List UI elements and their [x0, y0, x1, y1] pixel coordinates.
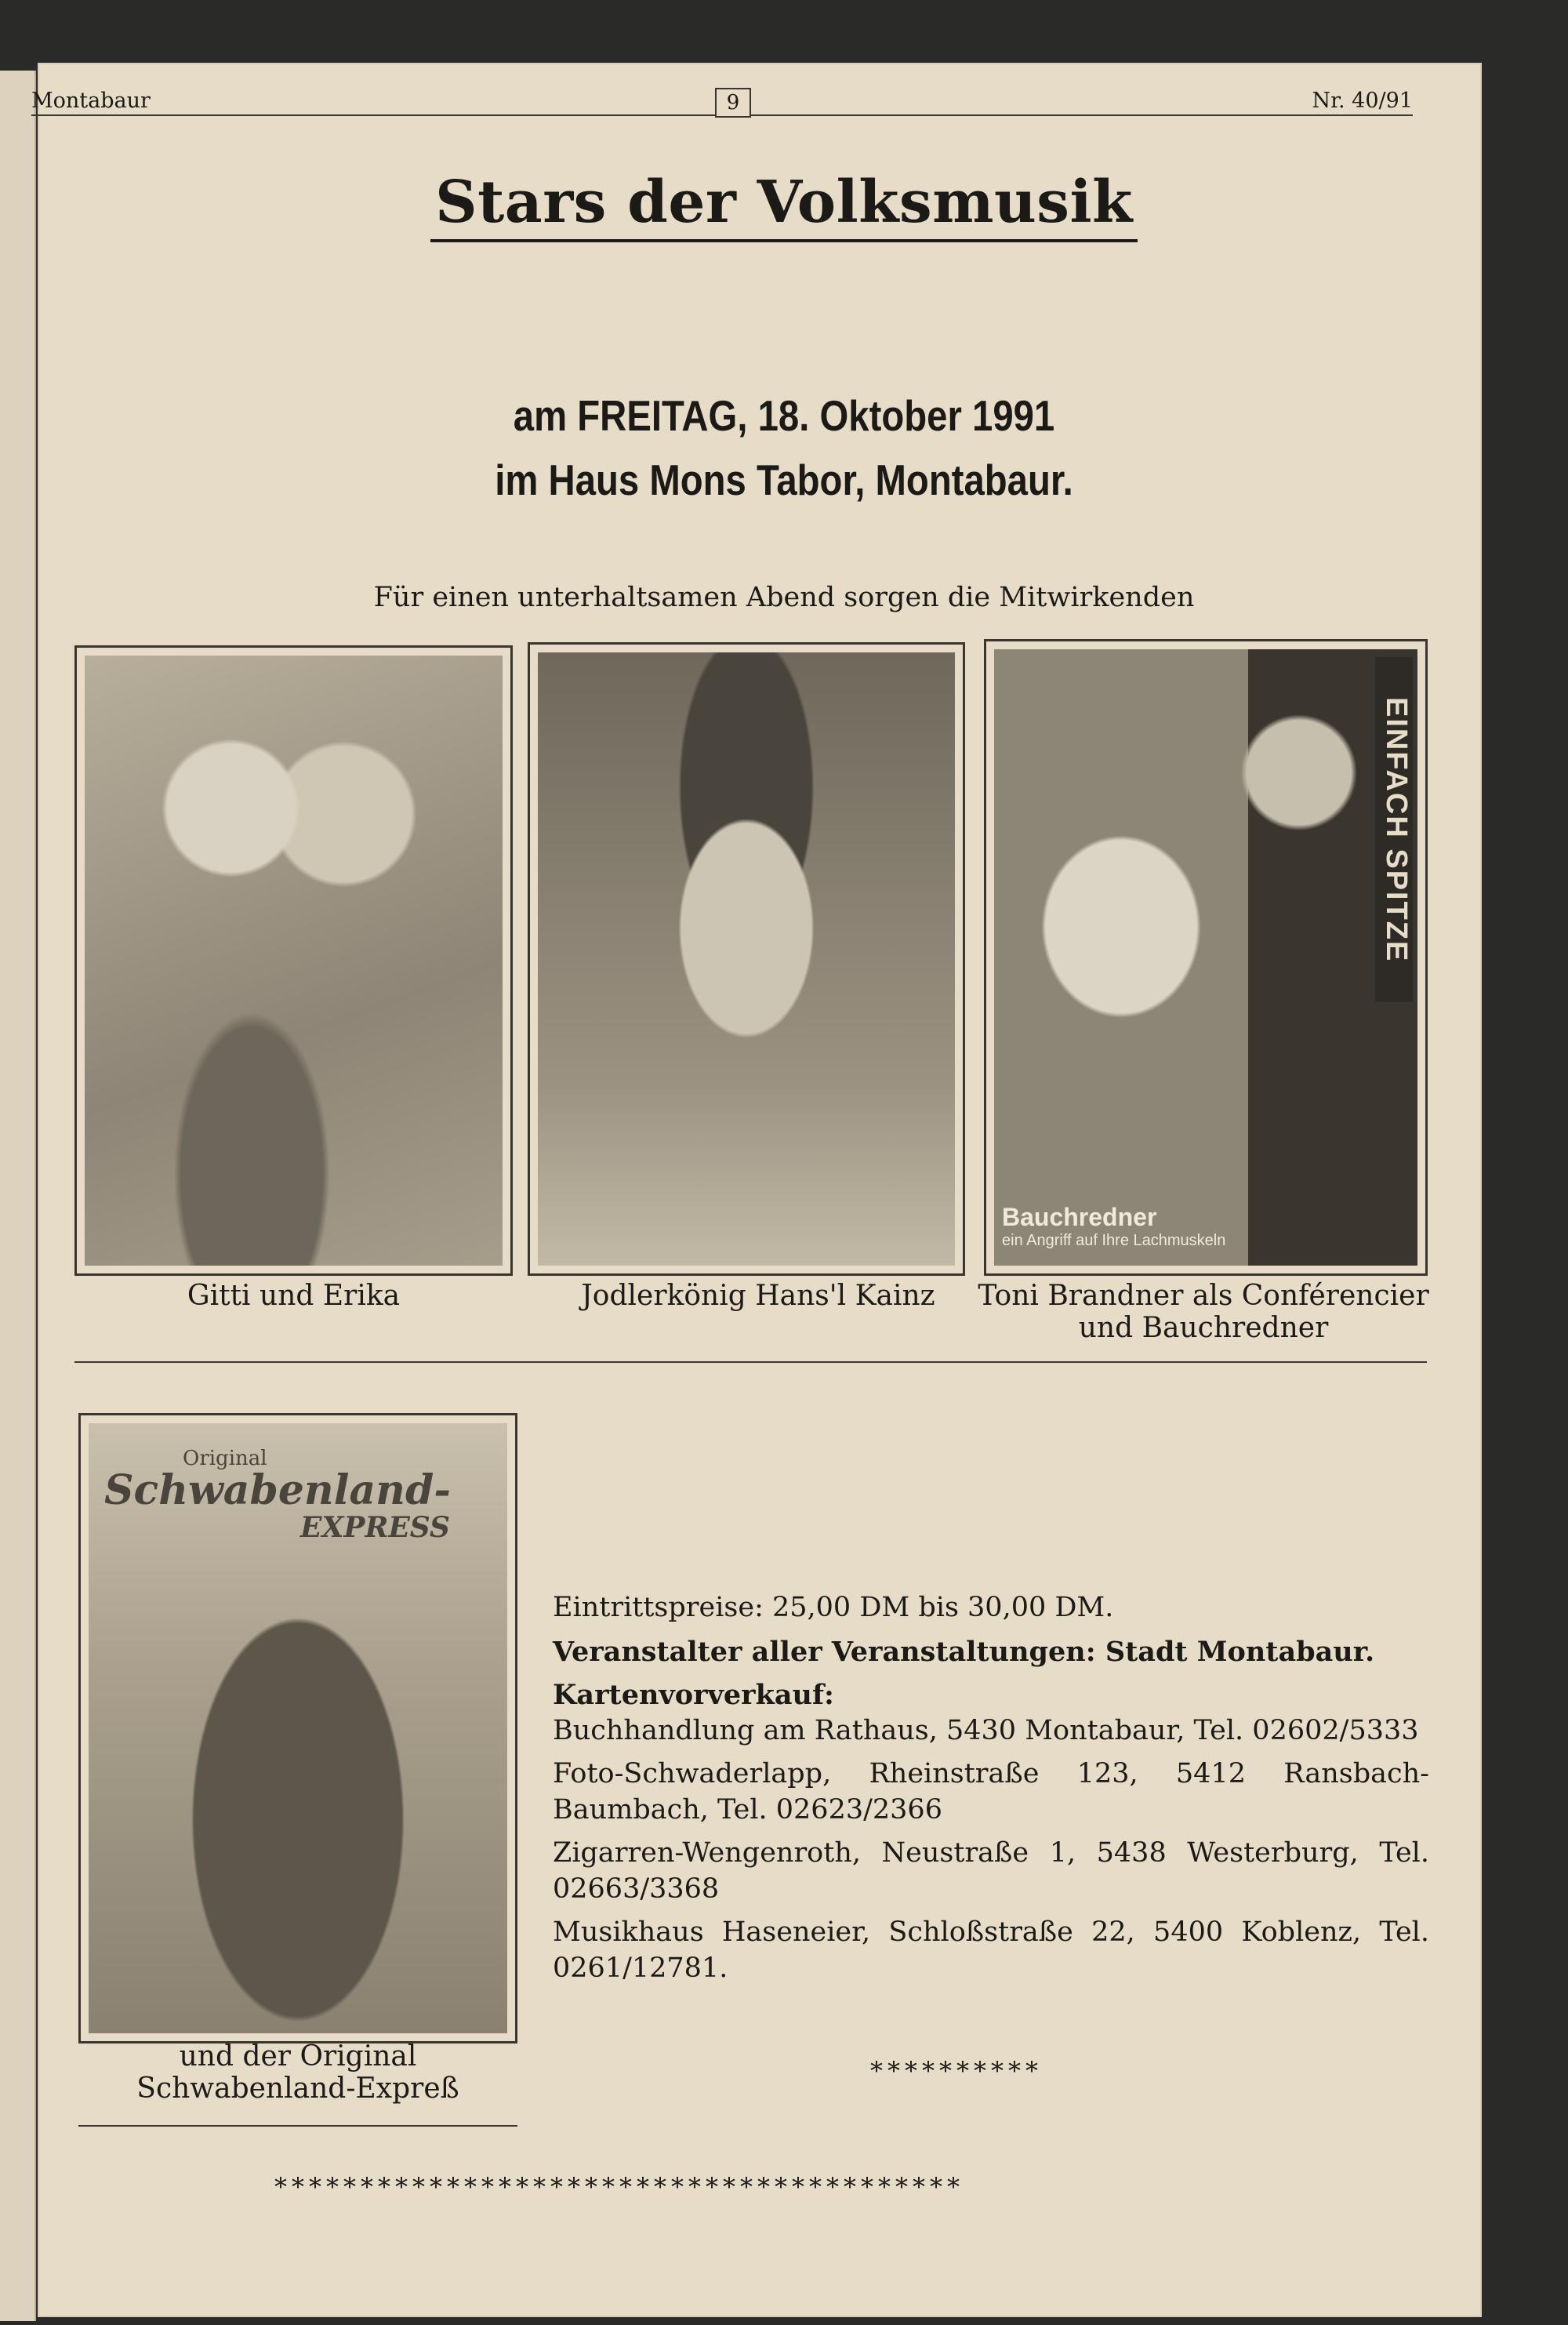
page-number: 9 [715, 88, 751, 118]
caption-line: und der Original [179, 2040, 417, 2073]
ticket-info [553, 1590, 1429, 1994]
caption-line: Toni Brandner als Conférencier [978, 1280, 1429, 1312]
overlay-subtitle: ein Angriff auf Ihre Lachmuskeln [1002, 1232, 1226, 1249]
page-header [31, 85, 1413, 116]
photo-title [104, 1447, 507, 1544]
photo-overlay-text [1002, 1203, 1225, 1250]
presale-location: Musikhaus Haseneier, Schloßstraße 22, 5400 Koblenz, Tel. 0261/12781. [553, 1916, 1429, 1984]
photo-gitti-erika [74, 645, 513, 1276]
presale-location: Foto-Schwaderlapp, Rheinstraße 123, 5412 Ransbach-Baumbach, Tel. 02623/2366 [553, 1758, 1429, 1825]
divider-stars: ********** [870, 2056, 1043, 2086]
photo-title-small: Original [183, 1447, 267, 1470]
organizer: Veranstalter aller Veranstaltungen: Stadt Montabaur. [553, 1635, 1375, 1668]
photo-image [994, 649, 1417, 1266]
photo-title-main: Schwabenland- [104, 1466, 451, 1514]
photo-title-sub: EXPRESS [300, 1511, 451, 1544]
photo-image [85, 656, 503, 1266]
issue-number: Nr. 40/91 [1312, 89, 1413, 113]
footer-stars: **************************************** [274, 2172, 964, 2202]
caption-line: und Bauchredner [1078, 1312, 1329, 1345]
header-location: Montabaur [31, 89, 151, 113]
banner-text: EINFACH SPITZE [1375, 657, 1413, 1002]
ticket-prices: Eintrittspreise: 25,00 DM bis 30,00 DM. [553, 1592, 1114, 1623]
intro-text: Für einen unterhaltsamen Abend sorgen die Mitwirkenden [373, 582, 1195, 613]
event-date: am FREITAG, 18. Oktober 1991 [513, 391, 1055, 440]
adjacent-page-edge [0, 71, 36, 2321]
page-title: Stars der Volksmusik [0, 169, 1568, 236]
caption-gitti-erika: Gitti und Erika [187, 1280, 401, 1312]
section-rule [74, 1361, 1427, 1363]
presale-location: Zigarren-Wengenroth, Neustraße 1, 5438 Westerburg, Tel. 02663/3368 [553, 1837, 1429, 1905]
event-venue: im Haus Mons Tabor, Montabaur. [495, 456, 1073, 504]
photo-hansl-kainz [528, 642, 965, 1276]
caption-line: Schwabenland-Expreß [136, 2073, 459, 2105]
presale-heading: Kartenvorverkauf: [553, 1679, 834, 1711]
photo-image [538, 652, 955, 1266]
presale-location: Buchhandlung am Rathaus, 5430 Montabaur, Tel. 02602/5333 [553, 1714, 1419, 1746]
caption-schwabenland-express [78, 2040, 517, 2105]
photo-toni-brandner [984, 639, 1428, 1276]
photo-schwabenland-express [78, 1413, 517, 2043]
caption-toni-brandner [976, 1280, 1431, 1345]
overlay-title: Bauchredner [1002, 1203, 1157, 1231]
caption-hansl-kainz: Jodlerkönig Hans'l Kainz [581, 1280, 935, 1312]
caption-rule [78, 2125, 517, 2127]
photo-image [89, 1423, 507, 2033]
